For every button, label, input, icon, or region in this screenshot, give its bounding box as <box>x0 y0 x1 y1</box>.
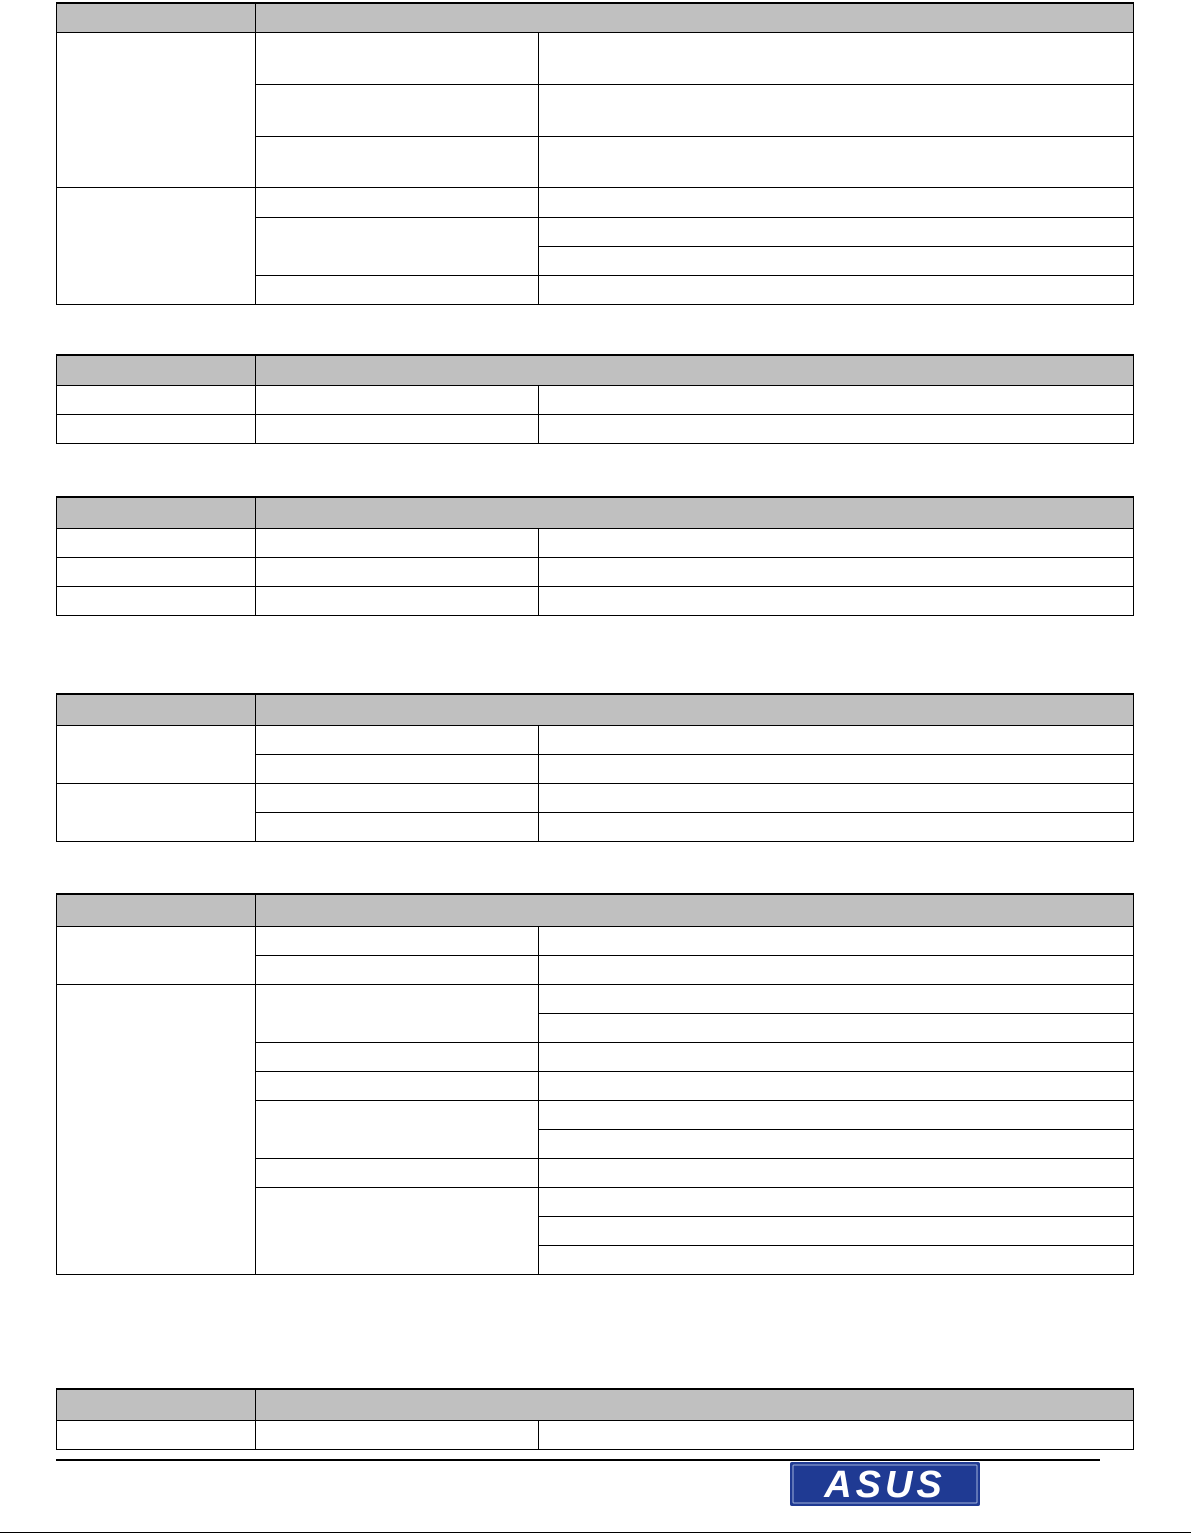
spec-table-2 <box>56 354 1134 444</box>
item-cell <box>256 1188 539 1275</box>
value-cell <box>539 956 1134 985</box>
table-row <box>57 529 1134 558</box>
value-cell <box>539 755 1134 784</box>
table-row <box>57 784 1134 813</box>
asus-logo <box>790 1462 980 1506</box>
table-header-row <box>57 356 1134 386</box>
value-cell <box>539 726 1134 755</box>
header-cell <box>57 695 256 726</box>
value-cell <box>539 985 1134 1014</box>
item-cell <box>256 784 539 813</box>
item-cell <box>256 1421 539 1450</box>
spec-table-4 <box>56 693 1134 842</box>
header-cell <box>256 895 1134 927</box>
table-header-row <box>57 498 1134 529</box>
table-row <box>57 386 1134 415</box>
item-cell <box>256 956 539 985</box>
header-cell <box>256 356 1134 386</box>
group-cell <box>57 1421 256 1450</box>
value-cell <box>539 85 1134 137</box>
item-cell <box>256 1043 539 1072</box>
group-cell <box>57 927 256 985</box>
item-cell <box>256 276 539 305</box>
value-cell <box>539 1188 1134 1217</box>
group-cell <box>57 386 256 415</box>
item-cell <box>256 386 539 415</box>
item-cell <box>256 529 539 558</box>
value-cell <box>539 927 1134 956</box>
value-cell <box>539 386 1134 415</box>
header-cell <box>57 895 256 927</box>
value-cell <box>539 1159 1134 1188</box>
item-cell <box>256 137 539 188</box>
value-cell <box>539 1421 1134 1450</box>
item-cell <box>256 1072 539 1101</box>
header-cell <box>57 498 256 529</box>
table-row <box>57 558 1134 587</box>
table-row <box>57 415 1134 444</box>
table-row <box>57 33 1134 85</box>
table-row <box>57 188 1134 218</box>
table-row <box>57 927 1134 956</box>
group-cell <box>57 985 256 1275</box>
header-cell <box>57 1390 256 1421</box>
header-cell <box>256 695 1134 726</box>
value-cell <box>539 784 1134 813</box>
item-cell <box>256 726 539 755</box>
table-row <box>57 587 1134 616</box>
spec-table-1 <box>56 2 1134 305</box>
group-cell <box>57 587 256 616</box>
header-cell <box>57 356 256 386</box>
item-cell <box>256 188 539 218</box>
item-cell <box>256 1159 539 1188</box>
value-cell <box>539 415 1134 444</box>
item-cell <box>256 985 539 1043</box>
value-cell <box>539 813 1134 842</box>
value-cell <box>539 137 1134 188</box>
item-cell <box>256 558 539 587</box>
item-cell <box>256 927 539 956</box>
header-cell <box>256 1390 1134 1421</box>
table-row <box>57 726 1134 755</box>
group-cell <box>57 784 256 842</box>
table-header-row <box>57 1390 1134 1421</box>
value-cell <box>539 1101 1134 1130</box>
item-cell <box>256 415 539 444</box>
value-cell <box>539 218 1134 247</box>
group-cell <box>57 415 256 444</box>
value-cell <box>539 1072 1134 1101</box>
item-cell <box>256 1101 539 1159</box>
group-cell <box>57 33 256 188</box>
value-cell <box>539 1014 1134 1043</box>
group-cell <box>57 529 256 558</box>
value-cell <box>539 247 1134 276</box>
item-cell <box>256 85 539 137</box>
header-cell <box>256 4 1134 33</box>
table-header-row <box>57 4 1134 33</box>
page-bottom-rule <box>0 1532 1191 1533</box>
value-cell <box>539 188 1134 218</box>
item-cell <box>256 813 539 842</box>
item-cell <box>256 587 539 616</box>
header-cell <box>256 498 1134 529</box>
table-row <box>57 1421 1134 1450</box>
table-row <box>57 985 1134 1014</box>
value-cell <box>539 1246 1134 1275</box>
logo-text: ASUS <box>824 1464 946 1506</box>
group-cell <box>57 188 256 305</box>
group-cell <box>57 558 256 587</box>
spec-table-3 <box>56 496 1134 616</box>
table-header-row <box>57 695 1134 726</box>
spec-table-5 <box>56 893 1134 1275</box>
header-cell <box>57 4 256 33</box>
value-cell <box>539 33 1134 85</box>
item-cell <box>256 218 539 276</box>
spec-table-6 <box>56 1388 1134 1450</box>
item-cell <box>256 755 539 784</box>
value-cell <box>539 276 1134 305</box>
value-cell <box>539 558 1134 587</box>
group-cell <box>57 726 256 784</box>
footer-rule <box>56 1459 1100 1461</box>
value-cell <box>539 1043 1134 1072</box>
value-cell <box>539 1130 1134 1159</box>
value-cell <box>539 1217 1134 1246</box>
table-header-row <box>57 895 1134 927</box>
item-cell <box>256 33 539 85</box>
value-cell <box>539 587 1134 616</box>
value-cell <box>539 529 1134 558</box>
